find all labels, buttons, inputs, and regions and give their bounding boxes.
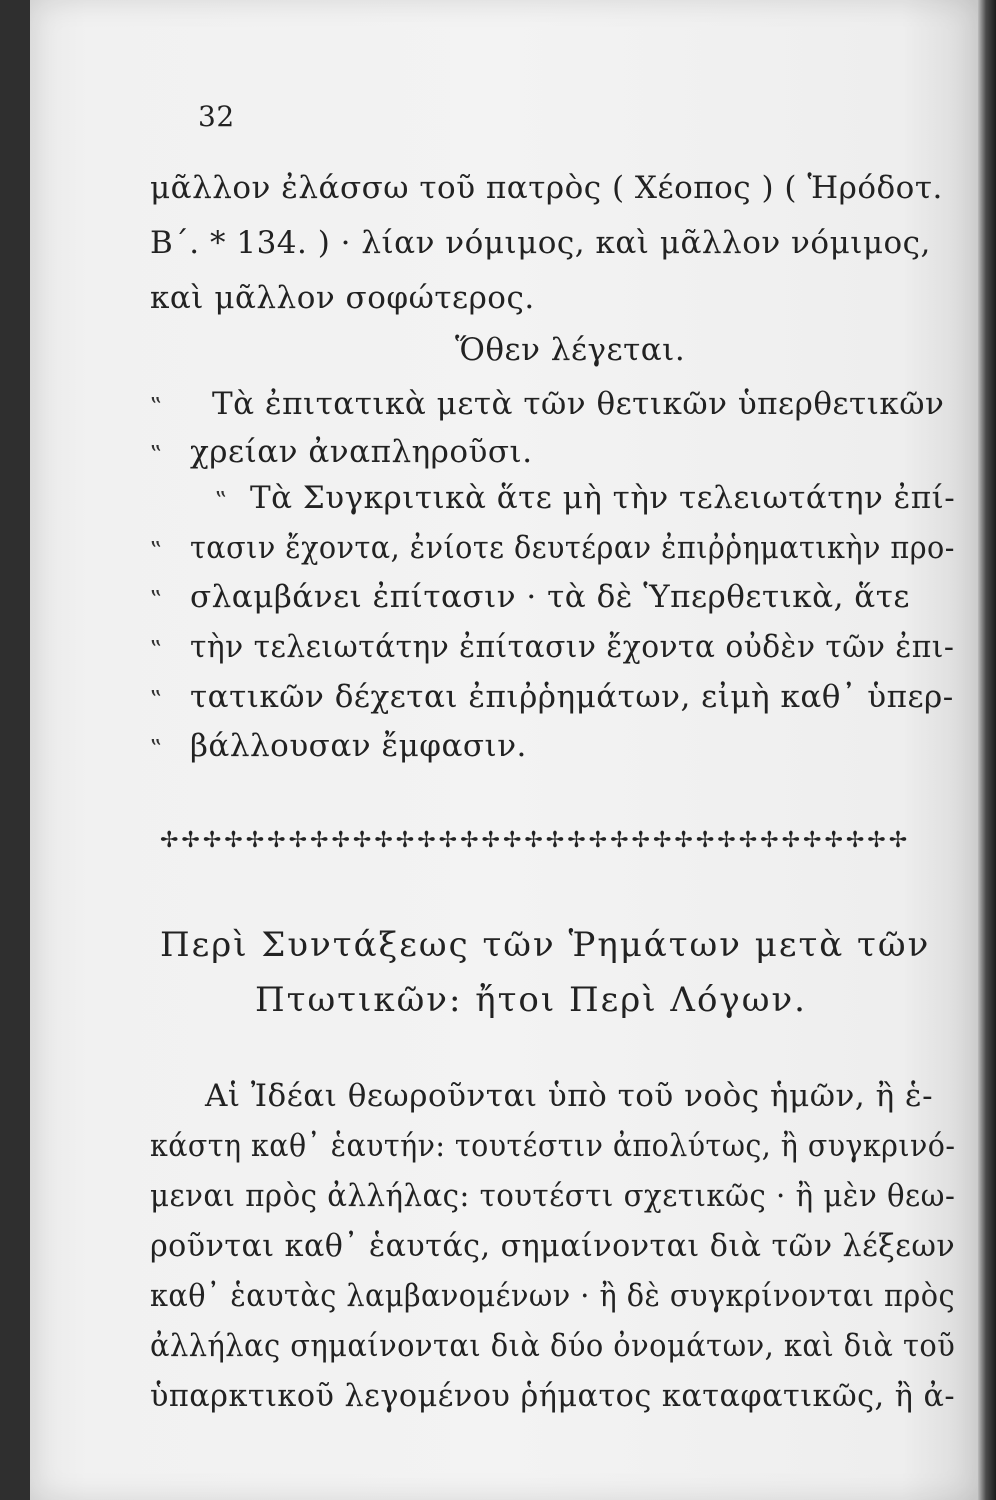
text-line: Αἱ Ἰδέαι θεωροῦνται ὑπὸ τοῦ νοὸς ἡμῶν, ἢ ἑ- — [205, 1078, 934, 1114]
text-line: Β΄. * 134. ) · λίαν νόμιμος, καὶ μᾶλλον νόμιμος, — [150, 225, 931, 261]
text-line: μᾶλλον ἐλάσσω τοῦ πατρὸς ( Χέοπος ) ( Ἡρόδοτ. — [150, 170, 943, 206]
quote-line: Τὰ Συγκριτικὰ ἅτε μὴ τὴν τελειωτάτην ἐπί- — [250, 480, 956, 516]
quote-line: σλαμβάνει ἐπίτασιν · τὰ δὲ Ὑπερθετικὰ, ἅτε — [190, 579, 910, 615]
text-line: ἀλλήλας σημαίνονται διὰ δύο ὀνομάτων, καὶ διὰ τοῦ — [150, 1328, 956, 1364]
section-heading-line2: Πτωτικῶν: ἤτοι Περὶ Λόγων. — [255, 980, 807, 1020]
quote-mark: ‟ — [150, 735, 163, 763]
hothen-line: Ὅθεν λέγεται. — [455, 332, 686, 368]
text-line: κάστη καθ᾽ ἑαυτήν: τουτέστιν ἀπολύτως, ἢ συγκρινό- — [150, 1128, 956, 1164]
quote-mark: ‟ — [150, 441, 163, 469]
text-line: καὶ μᾶλλον σοφώτερος. — [150, 280, 535, 316]
quote-mark: ‟ — [215, 487, 228, 515]
page-number: 32 — [198, 100, 235, 133]
quote-mark: ‟ — [150, 586, 163, 614]
ornament-divider: ✢✢✢✢✢✢✢✢✢✢✢✢✢✢✢✢✢✢✢✢✢✢✢✢✢✢✢✢✢✢✢✢✢✢✢ — [160, 828, 911, 850]
section-heading-line1: Περὶ Συντάξεως τῶν Ῥημάτων μετὰ τῶν — [160, 925, 931, 965]
text-line: μεναι πρὸς ἀλλήλας: τουτέστι σχετικῶς · ἢ μὲν θεω- — [150, 1178, 956, 1214]
book-edge — [978, 0, 996, 1500]
quote-line: τασιν ἔχοντα, ἐνίοτε δευτέραν ἐπιῤῥηματικὴν προ- — [190, 530, 955, 566]
quote-line: βάλλουσαν ἔμφασιν. — [190, 728, 527, 764]
quote-line: τὴν τελειωτάτην ἐπίτασιν ἔχοντα οὐδὲν τῶν ἐπι- — [190, 629, 955, 665]
text-line: ὑπαρκτικοῦ λεγομένου ῥήματος καταφατικῶς, ἢ ἀ- — [150, 1378, 956, 1414]
text-line: ροῦνται καθ᾽ ἑαυτάς, σημαίνονται διὰ τῶν λέξεων — [150, 1228, 956, 1264]
quote-mark: ‟ — [150, 393, 163, 421]
text-line: καθ᾽ ἑαυτὰς λαμβανομένων · ἢ δὲ συγκρίνονται πρὸς — [150, 1278, 955, 1314]
quote-line: Τὰ ἐπιτατικὰ μετὰ τῶν θετικῶν ὑπερθετικῶν — [212, 386, 945, 422]
quote-mark: ‟ — [150, 636, 163, 664]
quote-line: τατικῶν δέχεται ἐπιῤῥημάτων, εἰμὴ καθ᾽ ὑπερ- — [190, 679, 954, 715]
quote-mark: ‟ — [150, 537, 163, 565]
quote-mark: ‟ — [150, 686, 163, 714]
quote-line: χρείαν ἀναπληροῦσι. — [190, 434, 533, 470]
